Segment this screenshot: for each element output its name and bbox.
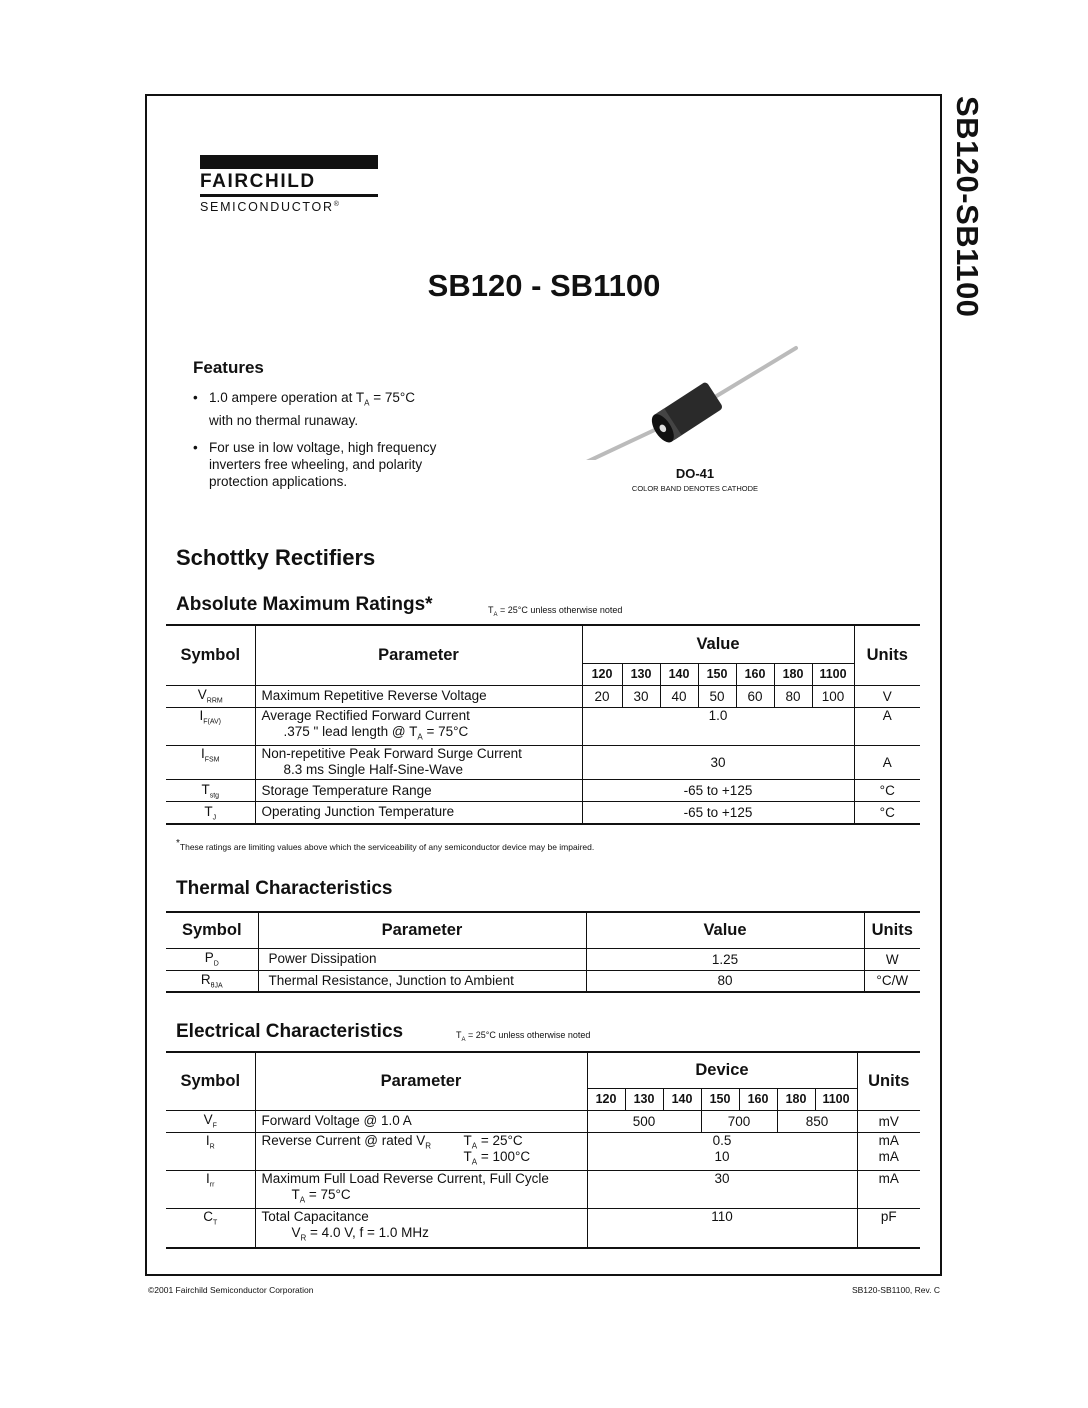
device-header: 130 bbox=[625, 1088, 663, 1110]
feature-item: • For use in low voltage, high frequency inverters free wheeling, and polarity protection applications. bbox=[193, 439, 483, 490]
package-note: COLOR BAND DENOTES CATHODE bbox=[631, 484, 759, 493]
device-header: 120 bbox=[587, 1088, 625, 1110]
table-row: $I_{F(AV)}$ Average Rectified Forward Current .375 " lead length @ $T_A = 75^\circ C$ 1.0 A bbox=[166, 707, 920, 746]
device-header: 1100 bbox=[812, 663, 854, 685]
abs-max-table bbox=[166, 624, 920, 825]
device-header: 160 bbox=[739, 1088, 777, 1110]
table-row: $C_T$ Total Capacitance $V_R = 4.0$ V, f = 1.0 MHz 110 pF bbox=[166, 1209, 920, 1248]
feature-item: • 1.0 ampere operation at $T_A = 75^\circ C$ with no thermal runaway. bbox=[193, 389, 483, 429]
table-row: $T_J$ Operating Junction Temperature -65 to +125 °C bbox=[166, 802, 920, 824]
col-device: Device bbox=[587, 1052, 857, 1088]
electrical-note: $T_A = 25^\circ C$ unless otherwise noted bbox=[456, 1030, 591, 1043]
footer-copyright: ©2001 Fairchild Semiconductor Corporation bbox=[148, 1285, 314, 1295]
section-title: Schottky Rectifiers bbox=[176, 545, 376, 570]
page-title: SB120 - SB1100 bbox=[427, 268, 661, 303]
thermal-table bbox=[166, 911, 920, 993]
footer-docnum: SB120-SB1100, Rev. C bbox=[851, 1285, 940, 1295]
do41-package-drawing bbox=[570, 340, 810, 460]
device-header: 180 bbox=[774, 663, 812, 685]
col-units: Units bbox=[854, 625, 920, 685]
device-header: 120 bbox=[582, 663, 622, 685]
table-row: $V_{RRM}$ Maximum Repetitive Reverse Voltage 20 30 40 50 60 80 100 V bbox=[166, 685, 920, 707]
device-header: 140 bbox=[660, 663, 698, 685]
device-header: 160 bbox=[736, 663, 774, 685]
device-header: 180 bbox=[777, 1088, 815, 1110]
fairchild-logo: FAIRCHILD SEMICONDUCTOR® bbox=[200, 155, 388, 215]
abs-max-note: $T_A = 25^\circ C$ unless otherwise noted bbox=[488, 605, 623, 618]
ratings-footnote: *These ratings are limiting values above which the serviceability of any semiconductor device may be impaired. bbox=[176, 838, 595, 852]
features-heading: Features bbox=[193, 358, 264, 377]
col-parameter: Parameter bbox=[255, 625, 582, 685]
device-header: 150 bbox=[698, 663, 736, 685]
col-parameter: Parameter bbox=[258, 912, 586, 948]
device-header: 1100 bbox=[815, 1088, 857, 1110]
package-label: DO-41 bbox=[675, 466, 715, 481]
electrical-heading: Electrical Characteristics bbox=[176, 1021, 404, 1042]
electrical-table bbox=[166, 1051, 920, 1249]
table-row: $T_{stg}$ Storage Temperature Range -65 to +125 °C bbox=[166, 780, 920, 802]
device-header: 130 bbox=[622, 663, 660, 685]
table-row: $I_{FSM}$ Non-repetitive Peak Forward Surge Current 8.3 ms Single Half-Sine-Wave 30 A bbox=[166, 746, 920, 780]
col-value: Value bbox=[586, 912, 864, 948]
col-symbol: Symbol bbox=[166, 912, 258, 948]
table-row: $V_F$ Forward Voltage @ 1.0 A 500 700 850 mV bbox=[166, 1110, 920, 1132]
col-parameter: Parameter bbox=[255, 1052, 587, 1110]
features-list bbox=[193, 389, 483, 500]
col-symbol: Symbol bbox=[166, 625, 255, 685]
col-units: Units bbox=[857, 1052, 920, 1110]
table-row: $I_{rr}$ Maximum Full Load Reverse Current, Full Cycle $T_A = 75^\circ C$ 30 mA bbox=[166, 1170, 920, 1209]
col-value: Value bbox=[582, 625, 854, 663]
col-symbol: Symbol bbox=[166, 1052, 255, 1110]
abs-max-heading: Absolute Maximum Ratings* bbox=[176, 594, 433, 615]
device-header: 150 bbox=[701, 1088, 739, 1110]
device-header: 140 bbox=[663, 1088, 701, 1110]
table-row: $P_D$ Power Dissipation 1.25 W bbox=[166, 948, 920, 970]
side-title: SB120-SB1100 bbox=[950, 96, 985, 318]
table-row: $R_{\theta JA}$ Thermal Resistance, Junction to Ambient 80 °C/W bbox=[166, 970, 920, 992]
thermal-heading: Thermal Characteristics bbox=[176, 878, 393, 899]
table-row: $I_R$ Reverse Current @ rated $V_R$ $T_A = 25^\circ C$ $T_A = 100^\circ C$ 0.5 10 mA mA bbox=[166, 1132, 920, 1170]
col-units: Units bbox=[871, 920, 913, 939]
